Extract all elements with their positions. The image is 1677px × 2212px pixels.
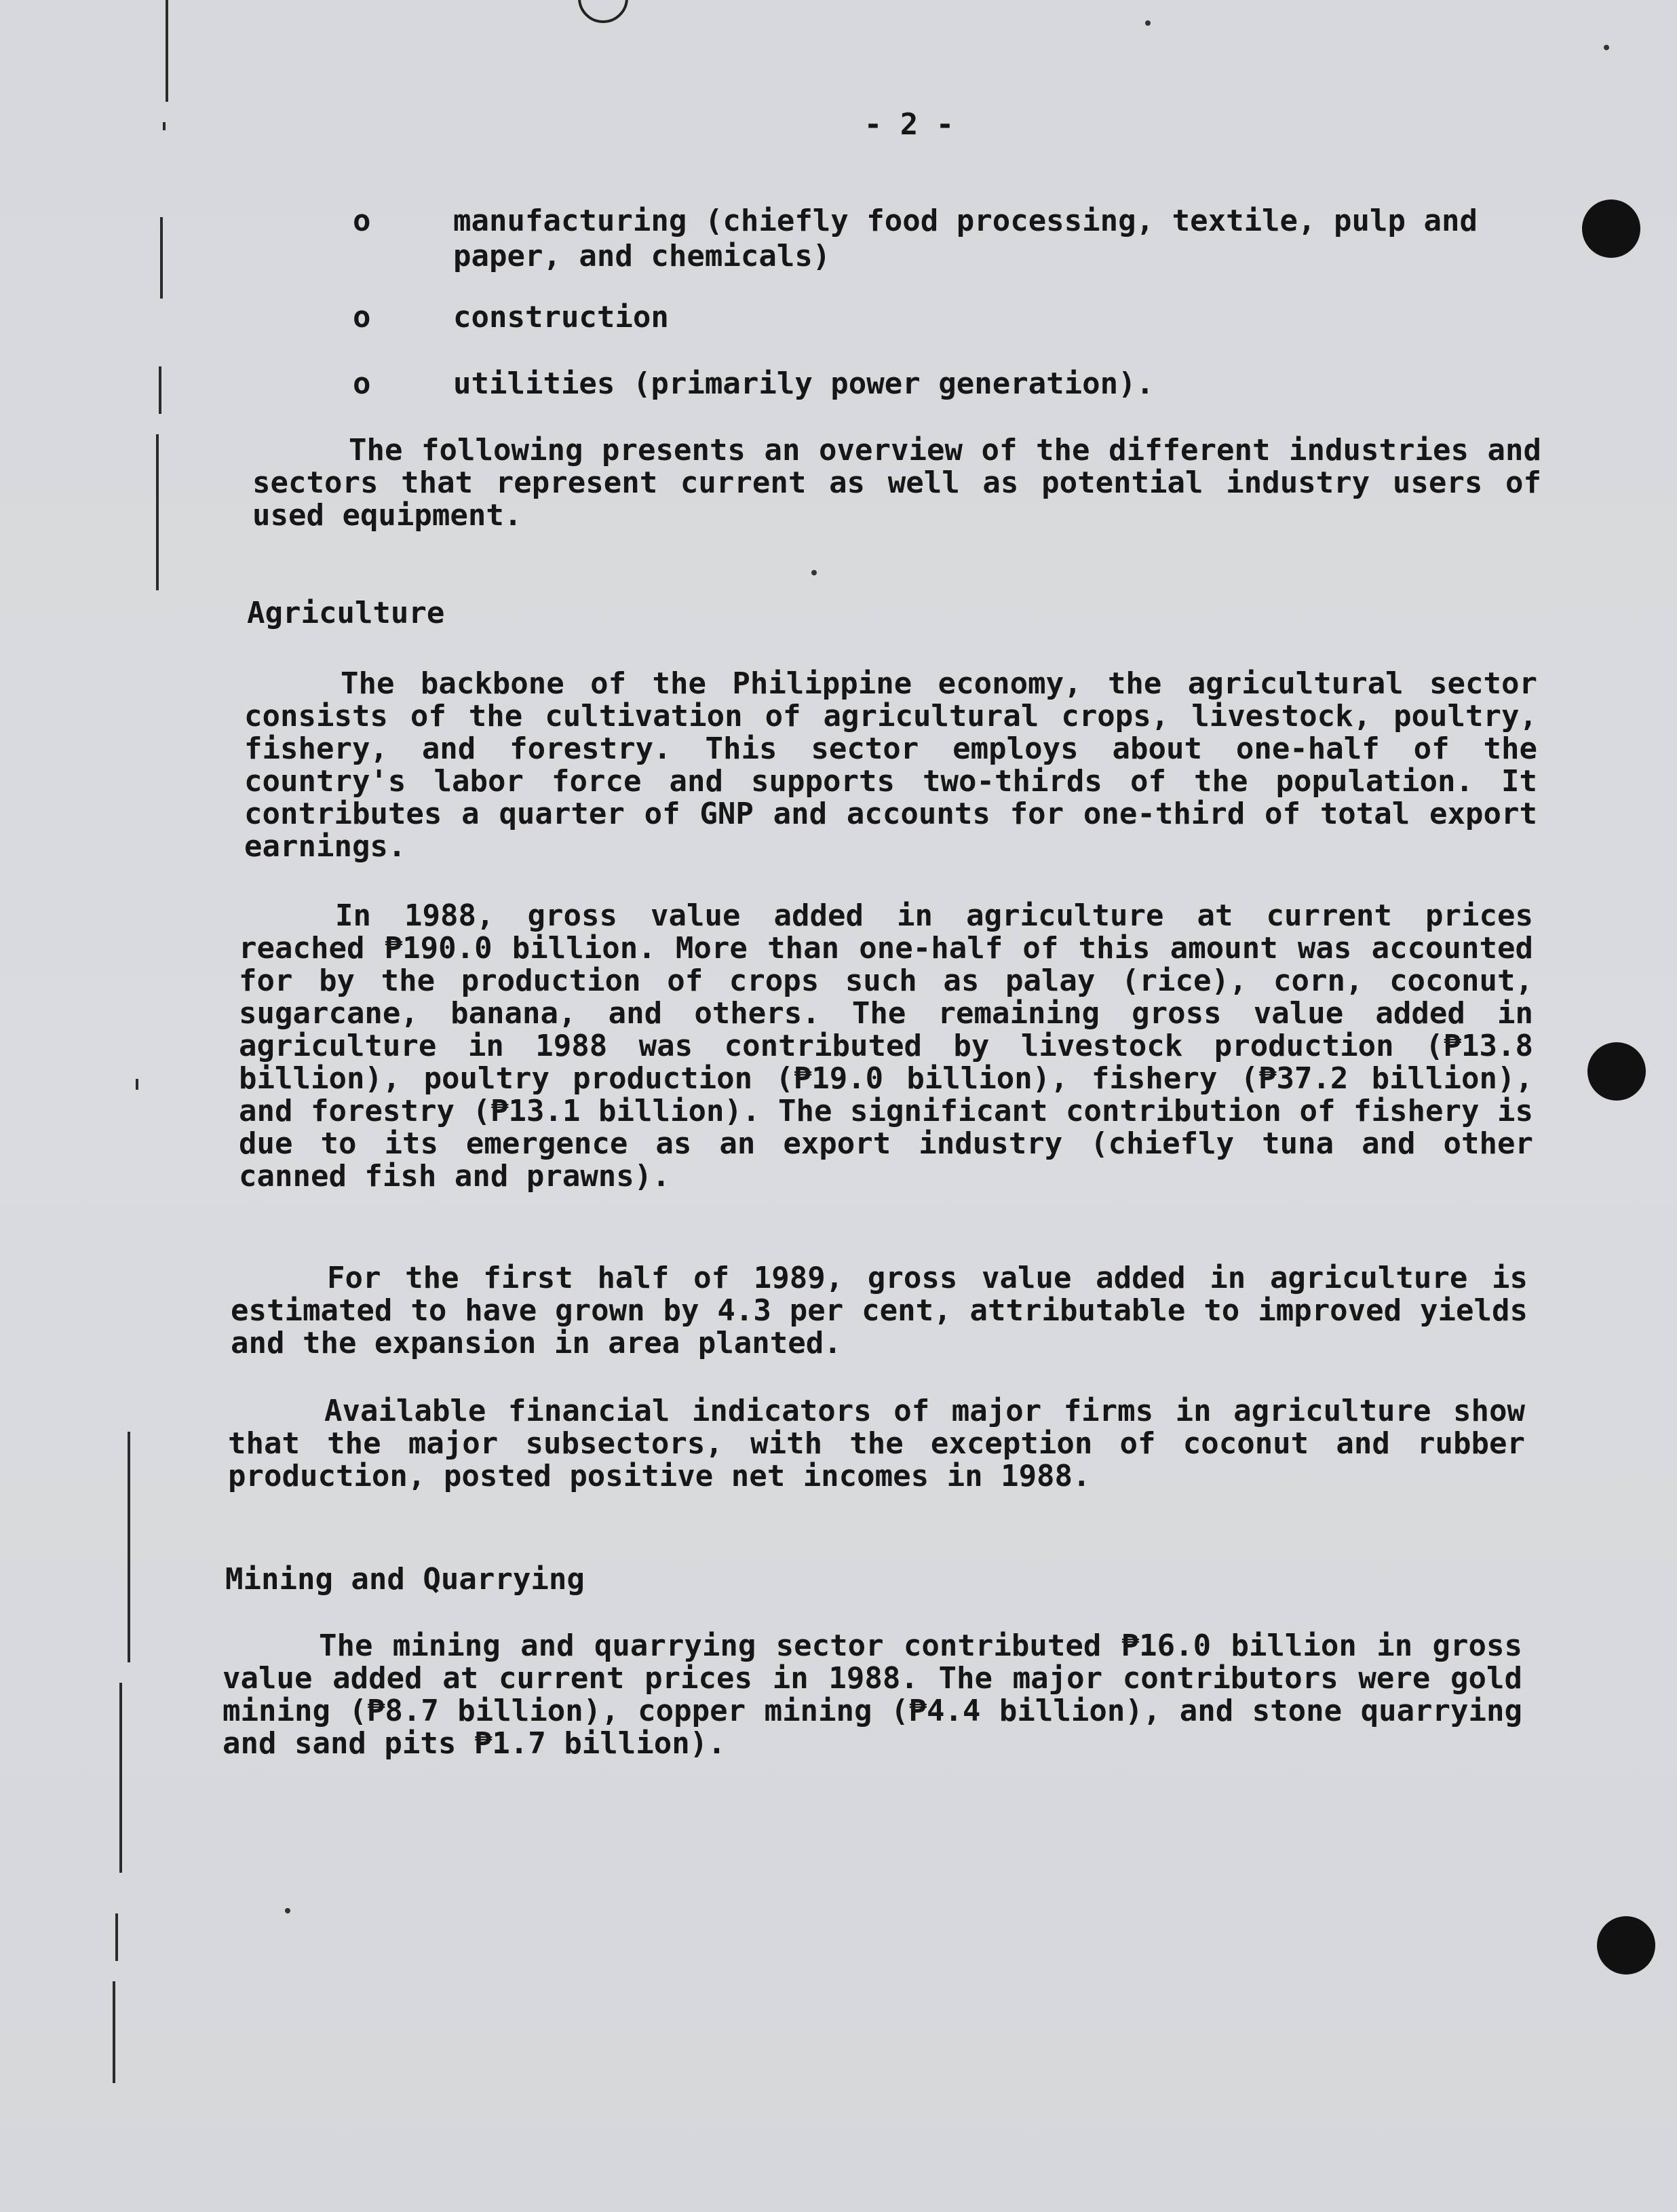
bullet-marker: o	[353, 300, 371, 335]
intro-paragraph: The following presents an overview of the different industries and sectors that represent current as well as potential industry users of used equipment.	[252, 433, 1541, 533]
punch-hole-middle	[1587, 1042, 1646, 1101]
agriculture-paragraph-1: The backbone of the Philippine economy, the agricultural sector consists of the cultivation of agricultural crops, livestock, poultry, fishery, and forestry. This sector employs about one-half of the country's labor force and supports two-thirds of the population. It contributes a quarter of GNP and accounts for one-third of total export earnings.	[244, 666, 1537, 864]
section-heading-agriculture: Agriculture	[247, 596, 445, 630]
page-number: - 2 -	[864, 107, 955, 142]
margin-mark	[160, 217, 163, 299]
margin-mark	[159, 366, 161, 414]
scan-speck	[1604, 45, 1609, 50]
punch-hole-bottom	[1597, 1916, 1655, 1975]
margin-mark	[119, 1683, 122, 1873]
margin-mark	[136, 1079, 138, 1090]
bullet-marker: o	[353, 204, 371, 238]
margin-mark	[113, 1981, 115, 2083]
section-heading-mining-and-quarrying: Mining and Quarrying	[225, 1562, 585, 1597]
punch-hole-top	[1582, 199, 1640, 258]
partial-punch-hole	[578, 0, 628, 23]
agriculture-paragraph-2: In 1988, gross value added in agriculture at current prices reached ₱190.0 billion. More than one-half of this amount was accounted for by the production of crops such as palay (rice), corn, coconut, sugarcane, banana, and others. The remaining gross value added in agriculture in 1988 was contributed by livestock production (₱13.8 billion), poultry production (₱19.0 billion), fishery (₱37.2 billion), and forestry (₱13.1 billion). The significant contribution of fishery is due to its emergence as an export industry (chiefly tuna and other canned fish and prawns).	[239, 898, 1533, 1194]
bullet-marker: o	[353, 366, 371, 401]
mining-paragraph-1: The mining and quarrying sector contributed ₱16.0 billion in gross value added at current prices in 1988. The major contributors were gold mining (₱8.7 billion), copper mining (₱4.4 billion), and stone quarrying and sand pits ₱1.7 billion).	[223, 1628, 1522, 1761]
bullet-text: construction	[453, 300, 669, 335]
bullet-text: utilities (primarily power generation).	[453, 366, 1155, 401]
bullet-text: manufacturing (chiefly food processing, textile, pulp and paper, and chemicals)	[453, 204, 1478, 273]
scan-speck	[1145, 20, 1151, 26]
scan-speck	[811, 570, 817, 575]
agriculture-paragraph-3: For the first half of 1989, gross value added in agriculture is estimated to have grown by 4.3 per cent, attributable to improved yields and the expansion in area planted.	[231, 1261, 1528, 1360]
scan-speck	[285, 1908, 290, 1913]
margin-mark	[156, 434, 159, 590]
margin-mark	[166, 0, 168, 102]
margin-mark	[115, 1913, 118, 1961]
margin-mark	[128, 1432, 130, 1662]
agriculture-paragraph-4: Available financial indicators of major firms in agriculture show that the major subsectors, with the exception of coconut and rubber production, posted positive net incomes in 1988.	[228, 1394, 1525, 1493]
